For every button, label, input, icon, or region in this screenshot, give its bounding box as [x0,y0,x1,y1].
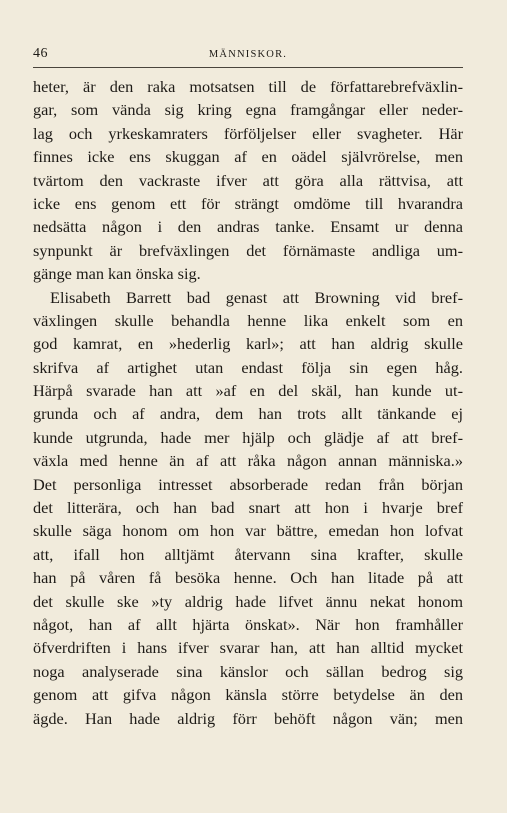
text-line: noga analyserade sina känslor och sällan bedrog sig [33,661,463,681]
text-line: tvärtom den vackraste ifver att göra alla rättvisa, att [33,170,463,190]
text-line: skulle säga honom om hon var bättre, emedan hon lofvat [33,521,463,541]
text-line: det skulle ske »ty aldrig hade lifvet ännu nekat honom [33,591,463,611]
text-line: heter, är den raka motsatsen till de författarebrefväxlin- [33,77,463,96]
text-line: växla med henne än af att råka någon annan människa.» [33,451,463,471]
text-line: Elisabeth Barrett bad genast att Browning vid bref- [50,287,463,307]
text-line: god kamrat, en »hederlig karl»; att han aldrig skulle [33,334,463,354]
text-line: icke ens genom ett för strängt omdöme till hvarandra [33,193,463,213]
body-text [33,75,463,730]
text-line: lag och yrkeskamraters förföljelser eller svagheter. Här [33,123,463,143]
text-line: något, han af allt hjärta önskat». När hon framhåller [33,614,463,634]
text-line: Det personliga intresset absorberade redan från början [33,474,463,494]
running-title: MÄNNISKOR. [208,49,288,60]
text-line: öfverdriften i hans ifver svarar han, att han alltid mycket [33,638,463,658]
text-line: att, ifall hon alltjämt återvann sina krafter, skulle [33,544,463,564]
text-line: växlingen skulle behandla henne lika enkelt som en [33,310,463,330]
text-line: synpunkt är brefväxlingen det förnämaste andliga um- [33,240,463,260]
text-line: Härpå svarade han att »af en del skäl, han kunde ut- [33,381,463,401]
running-head [33,46,463,66]
text-line: genom att gifva någon känsla större betydelse än den [33,685,463,705]
text-line: han på våren få besöka henne. Och han litade på att [33,568,463,588]
text-line: gar, som vända sig kring egna framgångar eller neder- [33,100,463,120]
text-line: det litterära, och han bad snart att hon i hvarje bref [33,498,463,518]
text-line: nedsätta någon i den andras tanke. Ensamt ur denna [33,217,463,237]
text-line: finnes icke ens skuggan af en oädel självrörelse, men [33,147,463,167]
text-line: grunda och af andra, dem han trots allt tänkande ej [33,404,463,424]
text-line: kunde utgrunda, hade mer hjälp och glädje af att bref- [33,427,463,447]
header-rule [33,67,463,68]
text-line: ägde. Han hade aldrig förr behöft någon vän; men [33,708,463,728]
text-line: skrifva af artighet utan endast följa sin egen håg. [33,357,463,377]
page-number: 46 [33,46,48,61]
text-line: gänge man kan önska sig. [33,264,201,284]
